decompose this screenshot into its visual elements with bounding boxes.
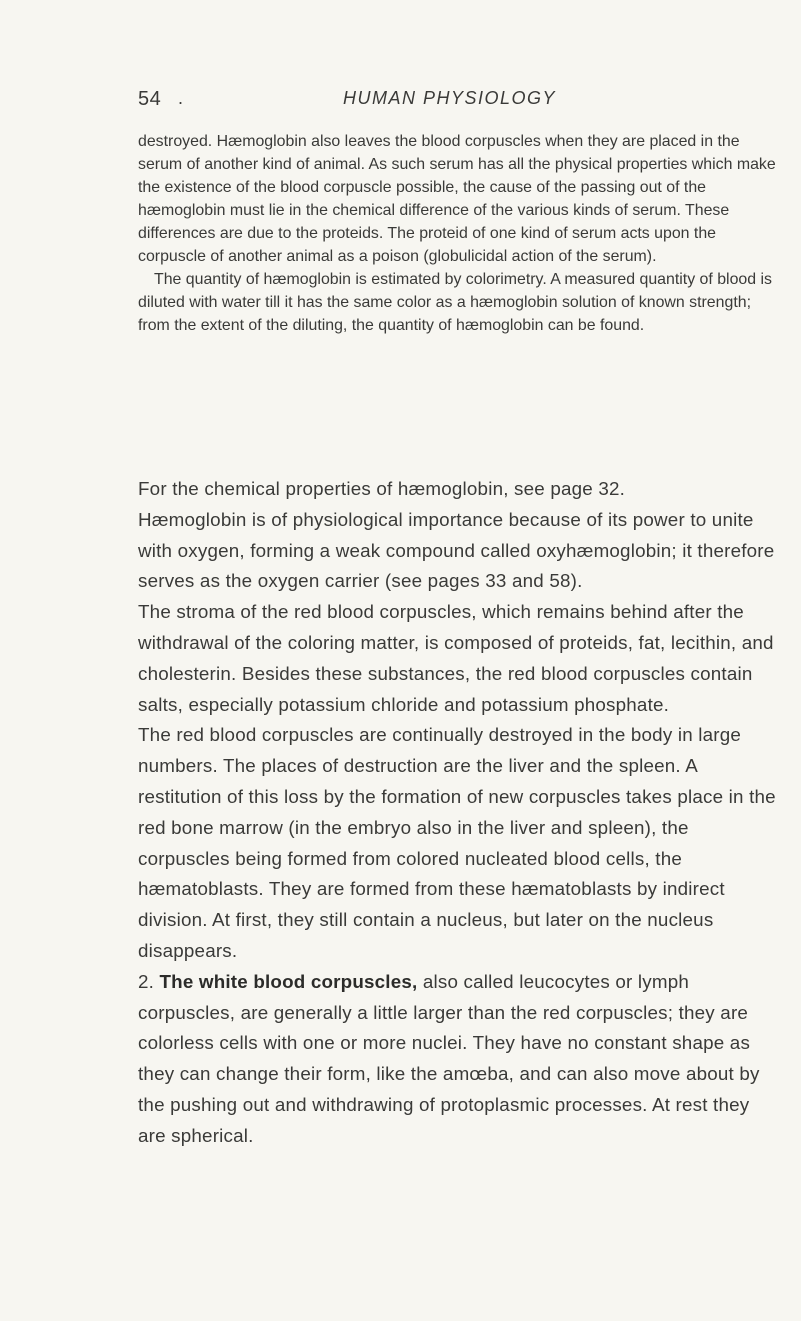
small-print-section [138, 130, 778, 337]
body-text [138, 474, 778, 1152]
body-paragraph: Hæmoglobin is of physiological importance because of its power to unite with oxygen, forming a weak compound called oxyhæmoglobin; it therefore serves as the oxygen carrier (see pages 33 and 58). [138, 508, 775, 592]
section-text: also called leucocytes or lymph corpuscles, are generally a little larger than the red corpuscles; they are colorless cells with one or more nuclei. They have no constant shape as they can change their form, like the amœba, and can also move about by the pushing out and withdrawing of protoplasmic processes. At rest they are spherical. [138, 970, 760, 1146]
body-paragraph: The red blood corpuscles are continually destroyed in the body in large numbers. The places of destruction are the liver and the spleen. A restitution of this loss by the formation of new corpuscles takes place in the red bone marrow (in the embryo also in the liver and spleen), the corpuscles being formed from colored nucleated blood cells, the hæmatoblasts. They are formed from these hæmatoblasts by indirect division. At first, they still contain a nucleus, but later on the nucleus disappears. [138, 724, 776, 961]
book-title: HUMAN PHYSIOLOGY [343, 88, 557, 108]
body-paragraph: For the chemical properties of hæmoglobin, see page 32. [138, 478, 626, 499]
body-paragraph: The stroma of the red blood corpuscles, which remains behind after the withdrawal of the coloring matter, is composed of proteids, fat, lecithin, and cholesterin. Besides these substances, the red blood corpuscles contain salts, especially potassium chloride and potassium phosphate. [138, 601, 774, 715]
small-print-paragraph: The quantity of hæmoglobin is estimated by colorimetry. A measured quantity of blood is diluted with water till it has the same color as a hæmoglobin solution of known strength; from the extent of the diluting, the quantity of hæmoglobin can be found. [138, 271, 772, 334]
body-paragraph-white-corpuscles [138, 967, 778, 1152]
header-separator: . [178, 88, 184, 108]
small-print-paragraph: destroyed. Hæmoglobin also leaves the blood corpuscles when they are placed in the serum of another kind of animal. As such serum has all the physical properties which make the existence of the blood corpuscle possible, the cause of the passing out of the hæmoglobin must lie in the chemical difference of the various kinds of serum. These differences are due to the proteids. The proteid of one kind of serum acts upon the corpuscle of another animal as a poison (globulicidal action of the serum). [138, 133, 776, 265]
section-number: 2. [138, 970, 155, 992]
page-number: 54 [138, 88, 162, 110]
running-head [138, 86, 761, 114]
section-heading: The white blood corpuscles, [159, 970, 418, 992]
